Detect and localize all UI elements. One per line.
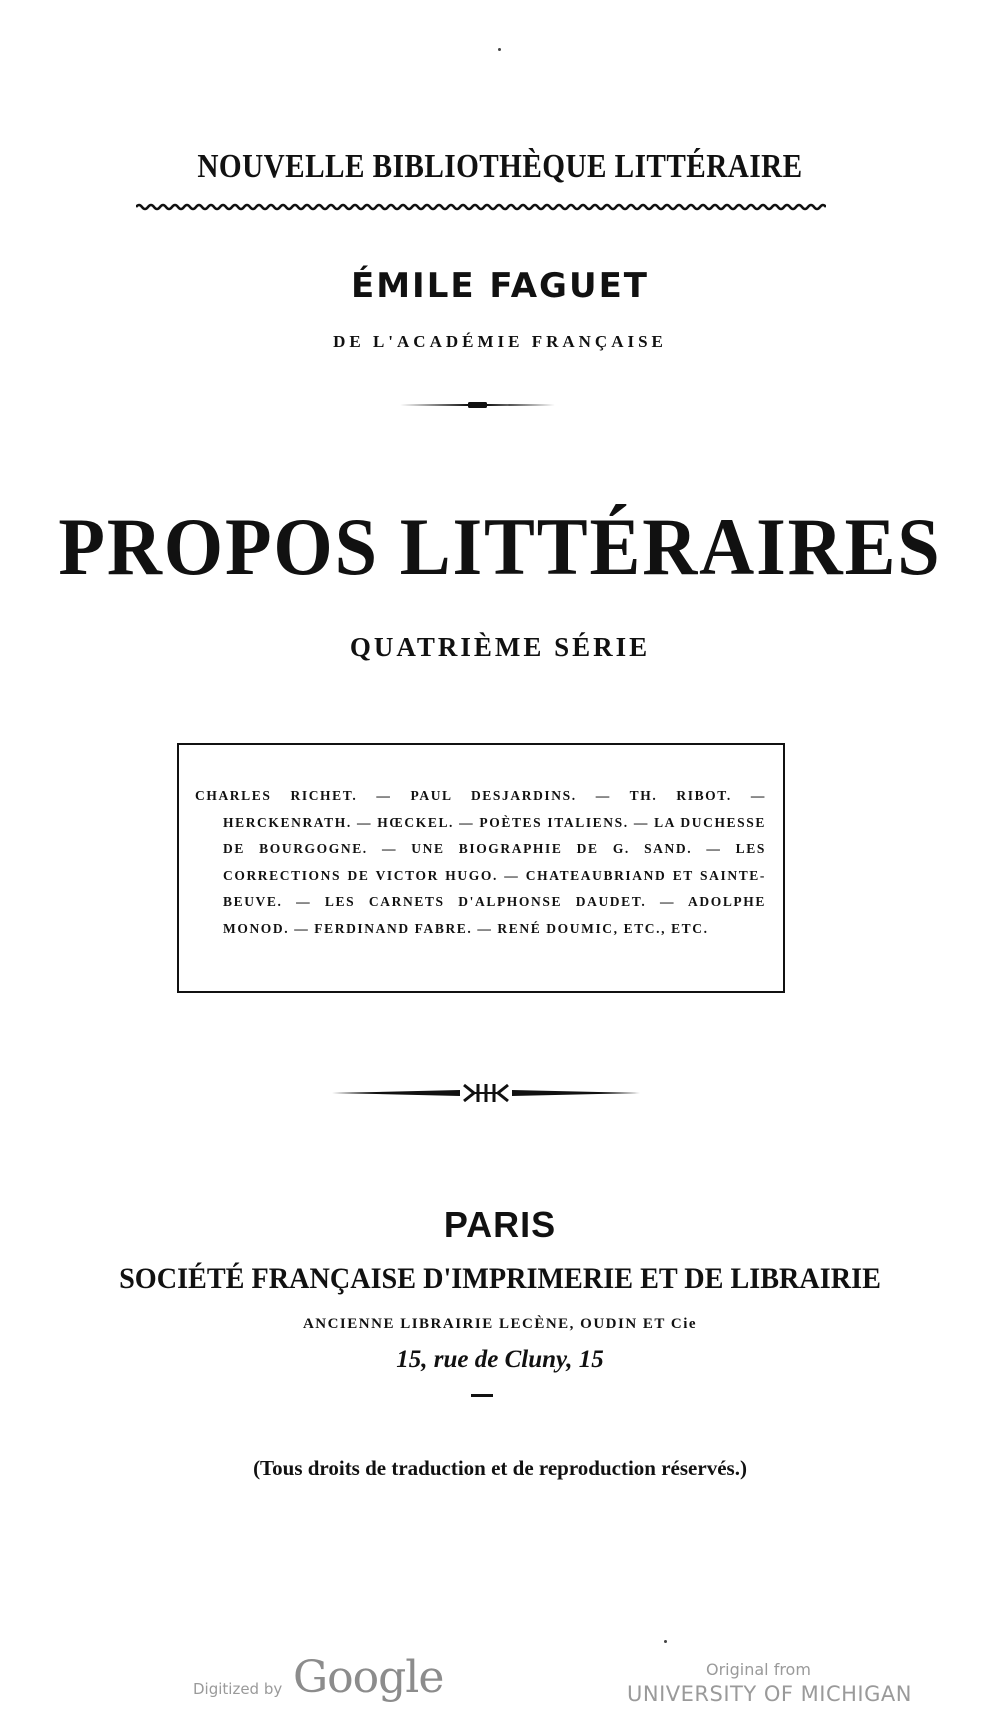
source-library-label: UNIVERSITY OF MICHIGAN	[627, 1682, 912, 1706]
book-series: QUATRIÈME SÉRIE	[349, 632, 651, 662]
rights-notice: (Tous droits de traduction et de reproduction réservés.)	[253, 1456, 747, 1480]
publisher-former-name: ANCIENNE LIBRAIRIE LECÈNE, OUDIN ET Cie	[302, 1316, 698, 1332]
collection-name: NOUVELLE BIBLIOTHÈQUE LITTÉRAIRE	[197, 148, 803, 185]
fleuron-ornament-rule	[332, 1080, 640, 1106]
contents-box	[177, 743, 785, 993]
publisher-address: 15, rue de Cluny, 15	[396, 1346, 604, 1373]
original-from-label: Original from	[706, 1660, 811, 1679]
wavy-rule-divider	[136, 200, 826, 214]
paper-speck	[664, 1640, 667, 1643]
author-affiliation: DE L'ACADÉMIE FRANÇAISE	[333, 332, 667, 351]
ornament-rule-small	[400, 398, 555, 412]
book-title: PROPOS LITTÉRAIRES	[58, 501, 942, 592]
paper-speck	[498, 48, 501, 51]
short-dash-divider	[471, 1394, 493, 1397]
publisher-name: SOCIÉTÉ FRANÇAISE D'IMPRIMERIE ET DE LIBRAIRIE	[119, 1262, 881, 1295]
contents-list: CHARLES RICHET. — PAUL DESJARDINS. — TH. RIBOT. — HERCKENRATH. — HŒCKEL. — POÈTES ITALIENS. — LA DUCHESSE DE BOURGOGNE. — UNE BIOGRAPHIE DE G. SAND. — LES CORRECTIONS DE VICTOR HUGO. — CHATEAUBRIAND ET SAINTE-BEUVE. — LES CARNETS D'ALPHONSE DAUDET. — ADOLPHE MONOD. — FERDINAND FABRE. — RENÉ DOUMIC, ETC., ETC.	[195, 788, 766, 936]
publication-city: PARIS	[443, 1204, 557, 1245]
digitized-by-label: Digitized by	[193, 1680, 283, 1698]
google-logo: Google	[293, 1652, 444, 1703]
author-name: ÉMILE FAGUET	[350, 266, 649, 306]
